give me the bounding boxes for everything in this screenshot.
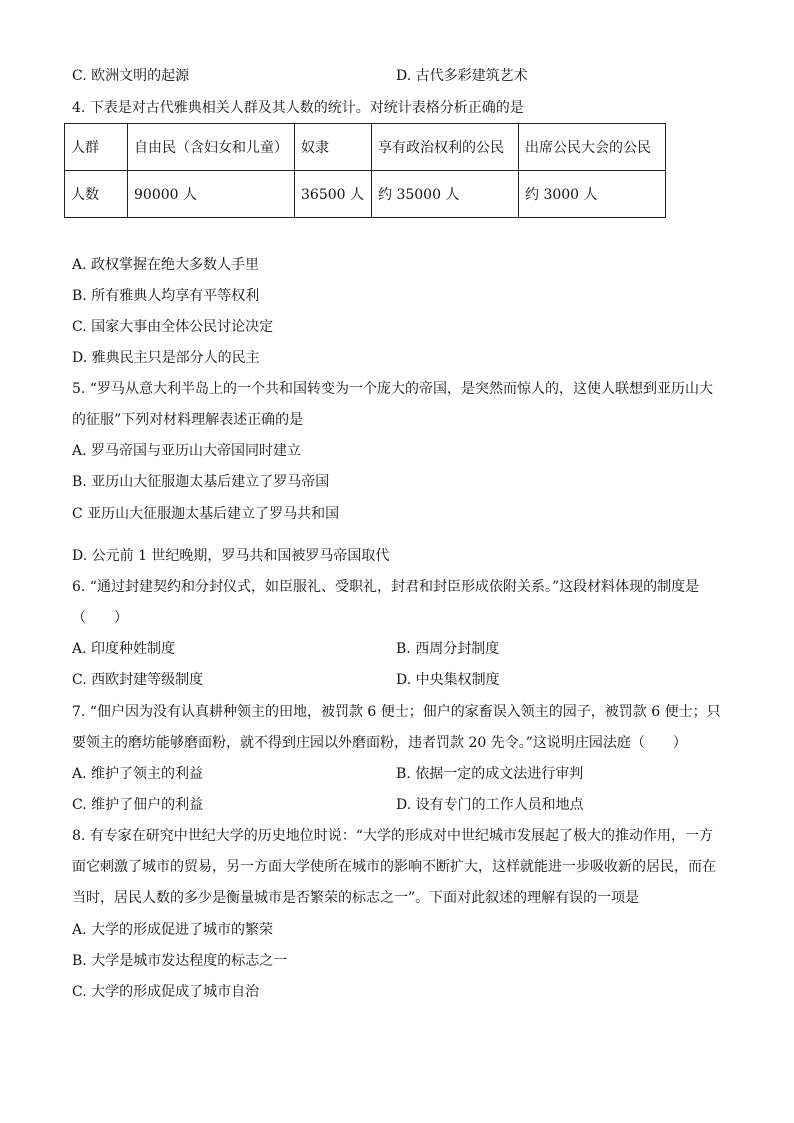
q4-option-d: D. 雅典民主只是部分人的民主	[72, 350, 260, 366]
q7-option-c: C. 维护了佃户的利益	[72, 797, 204, 813]
q3-option-d: D. 古代多彩建筑艺术	[396, 68, 528, 84]
q6-stem-line2: （ ）	[72, 610, 128, 626]
q5-option-a: A. 罗马帝国与亚历山大帝国同时建立	[72, 443, 302, 459]
q8-option-c: C. 大学的形成促成了城市自治	[72, 984, 260, 1000]
q8-stem-line3: 当时，居民人数的多少是衡量城市是否繁荣的标志之一”。下面对此叙述的理解有误的一项是	[72, 890, 640, 906]
table-cell: 自由民（含妇女和儿童）	[128, 124, 295, 171]
q8-stem-line2: 面它刺激了城市的贸易，另一方面大学使所在城市的影响不断扩大，这样就能进一步吸收新的居民，而在	[72, 859, 716, 875]
q4-option-a: A. 政权掌握在绝大多数人手里	[72, 257, 260, 273]
q7-option-d: D. 设有专门的工作人员和地点	[396, 797, 584, 813]
q5-option-b: B. 亚历山大征服迦太基后建立了罗马帝国	[72, 474, 330, 490]
q8-option-b: B. 大学是城市发达程度的标志之一	[72, 953, 288, 969]
table-cell: 享有政治权利的公民	[372, 124, 519, 171]
q5-option-d: D. 公元前 1 世纪晚期，罗马共和国被罗马帝国取代	[72, 548, 390, 564]
q7-stem-line2: 要领主的磨坊能够磨面粉，就不得到庄园以外磨面粉，违者罚款 20 先令。”这说明庄园法庭（ ）	[72, 735, 687, 751]
q4-option-b: B. 所有雅典人均享有平等权利	[72, 288, 260, 304]
q6-option-a: A. 印度种姓制度	[72, 641, 176, 657]
q6-option-c: C. 西欧封建等级制度	[72, 672, 204, 688]
q7-option-a: A. 维护了领主的利益	[72, 766, 204, 782]
athens-population-table	[64, 123, 666, 218]
table-cell: 人群	[65, 124, 128, 171]
q5-stem-line2: 的征服”下列对材料理解表述正确的是	[72, 412, 304, 428]
table-cell: 90000 人	[128, 171, 295, 218]
table-header-row	[65, 124, 666, 171]
q7-stem-line1: 7. “佃户因为没有认真耕种领主的田地，被罚款 6 便士；佃户的家畜误入领主的园子，被罚款 6 便士；只	[72, 704, 721, 720]
q3-option-c: C. 欧洲文明的起源	[72, 68, 190, 84]
table-cell: 出席公民大会的公民	[519, 124, 666, 171]
table-cell: 人数	[65, 171, 128, 218]
q5-option-c: C 亚历山大征服迦太基后建立了罗马共和国	[72, 506, 340, 522]
table-cell: 奴隶	[295, 124, 372, 171]
q8-option-a: A. 大学的形成促进了城市的繁荣	[72, 922, 274, 938]
table-cell: 约 3000 人	[519, 171, 666, 218]
q6-option-b: B. 西周分封制度	[396, 641, 500, 657]
q6-option-d: D. 中央集权制度	[396, 672, 500, 688]
table-cell: 36500 人	[295, 171, 372, 218]
q7-option-b: B. 依据一定的成文法进行审判	[396, 766, 584, 782]
table-cell: 约 35000 人	[372, 171, 519, 218]
table-row	[65, 171, 666, 218]
q4-stem: 4. 下表是对古代雅典相关人群及其人数的统计。对统计表格分析正确的是	[72, 100, 524, 116]
q5-stem-line1: 5. “罗马从意大利半岛上的一个共和国转变为一个庞大的帝国，是突然而惊人的，这使人联想到亚历山大	[72, 381, 713, 397]
q4-option-c: C. 国家大事由全体公民讨论决定	[72, 319, 274, 335]
q6-stem-line1: 6. “通过封建契约和分封仪式，如臣服礼、受职礼，封君和封臣形成依附关系。”这段材料体现的制度是	[72, 579, 700, 595]
q8-stem-line1: 8. 有专家在研究中世纪大学的历史地位时说：“大学的形成对中世纪城市发展起了极大的推动作用，一方	[72, 828, 713, 844]
